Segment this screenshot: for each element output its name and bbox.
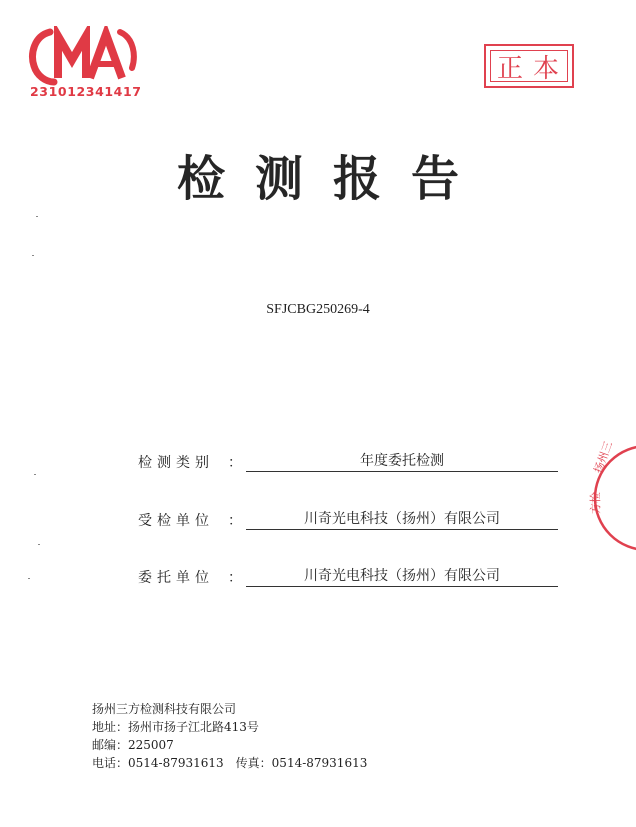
field-colon: ： — [228, 513, 242, 529]
field-inspected-unit — [138, 508, 558, 530]
svg-text:扬州三: 扬州三 — [591, 440, 616, 476]
company-name: 扬州三方检测科技有限公司 — [92, 702, 237, 716]
field-label: 委托单位 — [138, 570, 214, 586]
scan-speck — [38, 544, 40, 545]
field-label: 受检单位 — [138, 513, 214, 529]
stamp-text: 正本 — [496, 53, 569, 84]
field-value: 川奇光电科技（扬州）有限公司 — [246, 508, 558, 530]
company-postcode: 邮编：225007 — [92, 738, 174, 752]
field-colon: ： — [228, 570, 242, 586]
field-value: 川奇光电科技（扬州）有限公司 — [246, 565, 558, 587]
field-colon: ： — [228, 455, 242, 471]
field-client-unit — [138, 565, 558, 587]
scan-speck — [28, 578, 30, 579]
report-number: SFJCBG250269-4 — [266, 302, 370, 317]
scan-speck — [32, 255, 34, 256]
report-title: 检测报告 — [176, 151, 489, 207]
field-label: 检测类别 — [138, 455, 214, 471]
svg-text:方检: 方检 — [589, 492, 602, 514]
original-copy-stamp — [484, 44, 574, 88]
company-seal-partial — [585, 440, 636, 556]
scan-speck — [36, 216, 38, 217]
field-test-category — [138, 450, 558, 472]
scan-speck — [34, 474, 36, 475]
company-address: 地址：扬州市扬子江北路413号 — [92, 720, 259, 734]
field-value: 年度委托检测 — [246, 450, 558, 472]
cma-number: 231012341417 — [30, 84, 142, 99]
company-phone-fax: 电话：0514-87931613 传真：0514-87931613 — [92, 756, 368, 770]
company-info — [92, 700, 367, 772]
